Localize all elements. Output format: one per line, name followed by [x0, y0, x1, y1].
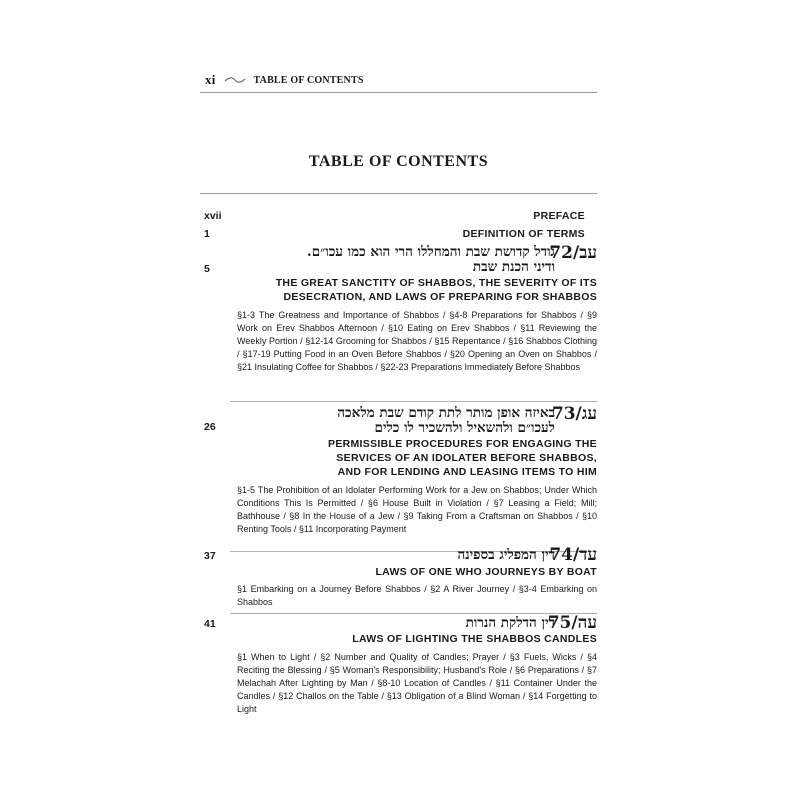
toc-entry-definitions: DEFINITION OF TERMS: [462, 228, 585, 240]
flourish-ornament-icon: [224, 76, 246, 84]
toc-entry-preface: PREFACE: [533, 210, 585, 222]
hebrew-heading-line: דין המפליג בספינה: [457, 547, 555, 563]
siman-number: עג/73: [551, 404, 597, 424]
toc-page-number: xvii: [204, 210, 222, 222]
section-title-line: SERVICES OF AN IDOLATER BEFORE SHABBOS,: [336, 452, 597, 464]
section-title-line: PERMISSIBLE PROCEDURES FOR ENGAGING THE: [328, 438, 597, 450]
hebrew-heading-line: דין הדלקת הנרות: [465, 615, 555, 631]
page-folio: xi: [205, 72, 216, 87]
section-description: §1-5 The Prohibition of an Idolater Performing Work for a Jew on Shabbos; Under Which Conditions This Is Permitted / §6 House Built in Violation / §7 Leasing a Field; Mill; Bathhouse / §8 In the House of a Jew / §9 Taking From a Craftsman on Shabbos / §10 Renting Tools / §11 Incorporating Payment: [237, 485, 597, 535]
running-header: [205, 72, 597, 88]
section-title-line: THE GREAT SANCTITY OF SHABBOS, THE SEVERITY OF ITS: [275, 277, 597, 289]
section-description: §1 Embarking on a Journey Before Shabbos / §2 A River Journey / §3-4 Embarking on Shabbos: [237, 584, 597, 608]
running-header-title: TABLE OF CONTENTS: [253, 74, 364, 86]
hebrew-heading-line: באיזה אופן מותר לתת קודם שבת מלאכה: [337, 405, 555, 421]
header-rule: [200, 92, 597, 93]
section-title-line: LAWS OF LIGHTING THE SHABBOS CANDLES: [352, 633, 597, 645]
page-title: TABLE OF CONTENTS: [308, 153, 489, 170]
toc-page-number: 41: [204, 618, 216, 630]
section-title-line: LAWS OF ONE WHO JOURNEYS BY BOAT: [375, 566, 597, 578]
section-description: §1 When to Light / §2 Number and Quality of Candles; Prayer / §3 Fuels, Wicks / §4 Reciting the Blessing / §5 Woman's Responsibility; Husband's Role / §6 Preparations / §7 Melachah After Lighting by Man / §8-10 Location of Candles / §11 Container Under the Candles / §12 Challos on the Table / §13 Obligation of a Blind Woman / §14 Forgetting to Light: [237, 652, 597, 715]
siman-number: עד/74: [549, 545, 597, 565]
toc-page-number: 37: [204, 550, 216, 562]
siman-number: עה/75: [547, 613, 597, 633]
title-rule: [200, 193, 597, 194]
hebrew-heading-line: גודל קדושת שבת והמחללו הרי הוא כמו עכו״ם.: [307, 244, 555, 260]
section-title-line: DESECRATION, AND LAWS OF PREPARING FOR SHABBOS: [283, 291, 597, 303]
toc-page-number: 1: [204, 228, 210, 240]
hebrew-heading-line: לעכו״ם ולהשאיל ולהשכיר לו כלים: [374, 420, 555, 436]
section-title-line: AND FOR LENDING AND LEASING ITEMS TO HIM: [337, 466, 597, 478]
hebrew-heading-line: ודיני הכנת שבת: [472, 259, 555, 275]
section-divider: [230, 613, 597, 614]
section-description: §1-3 The Greatness and Importance of Shabbos / §4-8 Preparations for Shabbos / §9 Work on Erev Shabbos Afternoon / §10 Eating on Erev Shabbos / §11 Reviewing the Weekly Portion / §12-14 Grooming for Shabbos / §15 Repentance / §16 Shabbos Clothing / §17-19 Putting Food in an Oven Before Shabbos / §20 Opening an Oven on Shabbos / §21 Insulating Coffee for Shabbos / §22-23 Preparations Immediately Before Shabbos: [237, 310, 597, 373]
toc-page-number: 5: [204, 263, 210, 275]
toc-page-number: 26: [204, 421, 216, 433]
section-divider: [230, 401, 597, 402]
siman-number: עב/72: [549, 243, 597, 263]
